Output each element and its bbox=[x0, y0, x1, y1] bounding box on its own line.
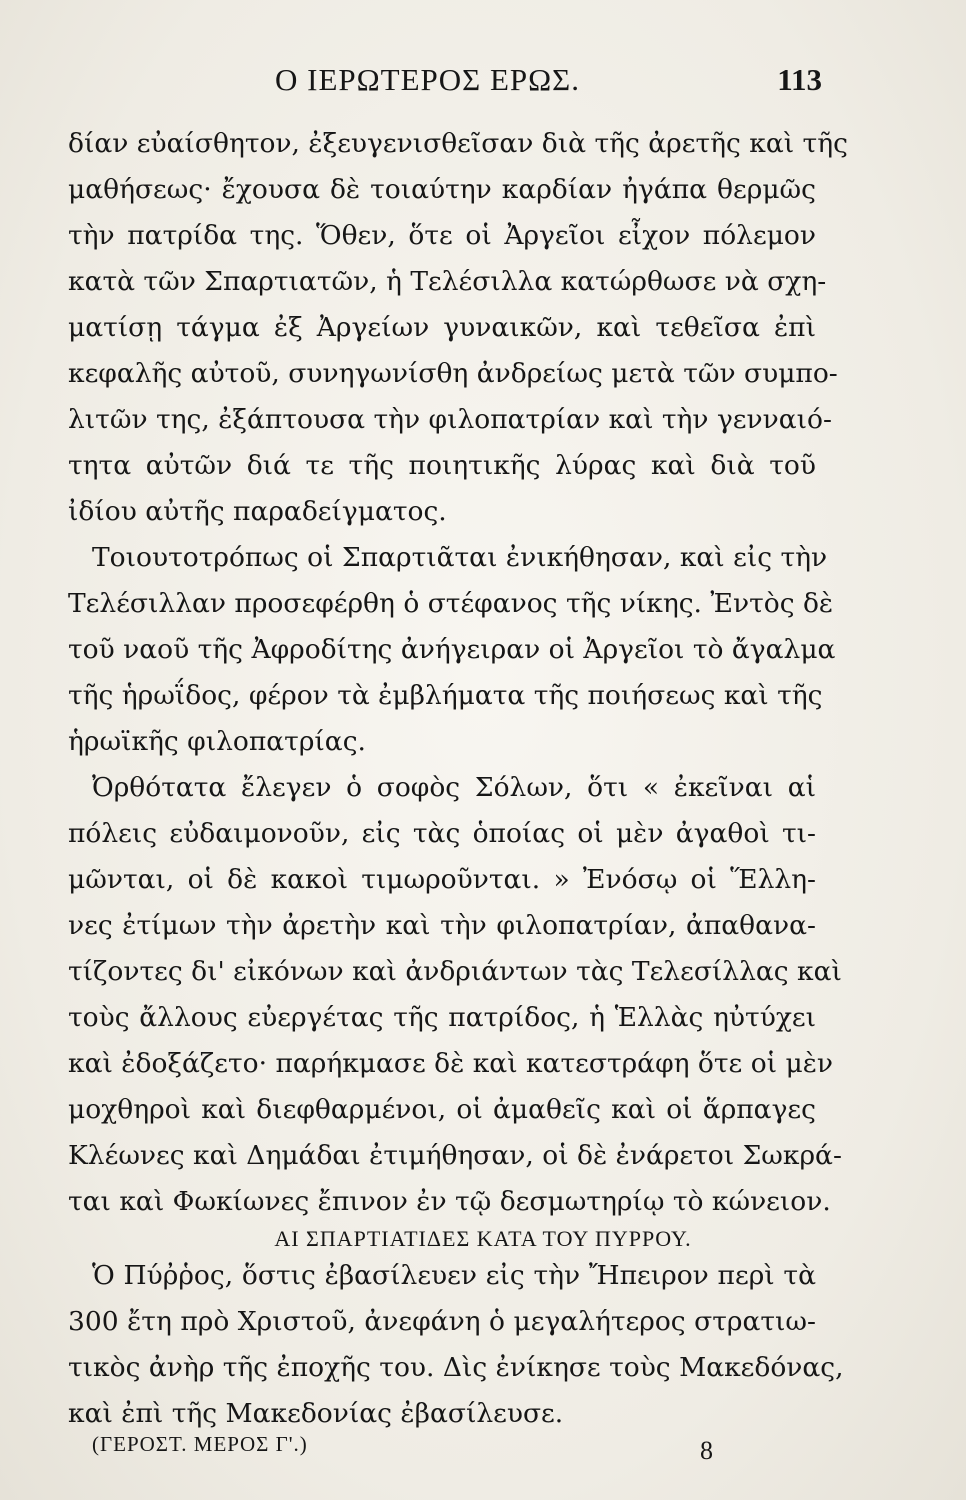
text-line: Ὁ Πύῤῥος, ὅστις ἐβασίλευεν εἰς τὴν Ἤπειρον περὶ τὰ bbox=[92, 1260, 816, 1291]
text-line: μοχθηροὶ καὶ διεφθαρμένοι, οἱ ἀμαθεῖς καὶ οἱ ἅρπαγες bbox=[68, 1094, 816, 1125]
text-line: Τοιουτοτρόπως οἱ Σπαρτιᾶται ἐνικήθησαν, καὶ εἰς τὴν bbox=[92, 542, 828, 573]
page-header bbox=[70, 62, 822, 106]
text-line: καὶ ἐπὶ τῆς Μακεδονίας ἐβασίλευσε. bbox=[68, 1398, 564, 1429]
text-line: Τελέσιλλαν προσεφέρθη ὁ στέφανος τῆς νίκης. Ἐντὸς δὲ bbox=[68, 588, 834, 619]
text-line: τικὸς ἀνὴρ τῆς ἐποχῆς του. Δὶς ἐνίκησε τοὺς Μακεδόνας, bbox=[68, 1352, 844, 1383]
text-line: μαθήσεως· ἔχουσα δὲ τοιαύτην καρδίαν ἠγάπα θερμῶς bbox=[68, 174, 816, 205]
text-line: Ὀρθότατα ἔλεγεν ὁ σοφὸς Σόλων, ὅτι « ἐκεῖναι αἱ bbox=[92, 772, 816, 803]
running-title: Ο ΙΕΡΩΤΕΡΟΣ ΕΡΩΣ. bbox=[275, 62, 580, 97]
text-line: 300 ἔτη πρὸ Χριστοῦ, ἀνεφάνη ὁ μεγαλήτερος στρατιω- bbox=[68, 1306, 816, 1337]
text-line: μῶνται, οἱ δὲ κακοὶ τιμωροῦνται. » Ἐνόσῳ οἱ Ἕλλη- bbox=[68, 864, 816, 895]
text-line: τοὺς ἄλλους εὐεργέτας τῆς πατρίδος, ἡ Ἑλλὰς ηὐτύχει bbox=[68, 1002, 816, 1033]
text-line: τίζοντες δι' εἰκόνων καὶ ἀνδριάντων τὰς Τελεσίλλας καὶ bbox=[68, 956, 842, 987]
text-line: ται καὶ Φωκίωνες ἔπινον ἐν τῷ δεσμωτηρίῳ τὸ κώνειον. bbox=[68, 1186, 831, 1217]
section-title: ΑΙ ΣΠΑΡΤΙΑΤΙΔΕΣ ΚΑΤΑ ΤΟΥ ΠΥΡΡΟΥ. bbox=[274, 1226, 692, 1251]
text-line: νες ἐτίμων τὴν ἀρετὴν καὶ τὴν φιλοπατρίαν, ἀπαθανα- bbox=[68, 910, 816, 941]
text-line: ἰδίου αὐτῆς παραδείγματος. bbox=[68, 496, 447, 527]
text-line: Κλέωνες καὶ Δημάδαι ἐτιμήθησαν, οἱ δὲ ἐνάρετοι Σωκρά- bbox=[68, 1140, 842, 1171]
text-line: ματίσῃ τάγμα ἐξ Ἀργείων γυναικῶν, καὶ τεθεῖσα ἐπὶ bbox=[68, 312, 816, 343]
text-line: δίαν εὐαίσθητον, ἐξευγενισθεῖσαν διὰ τῆς ἀρετῆς καὶ τῆς bbox=[68, 128, 848, 159]
text-line: τητα αὐτῶν διά τε τῆς ποιητικῆς λύρας καὶ διὰ τοῦ bbox=[68, 450, 816, 481]
text-line: τοῦ ναοῦ τῆς Ἀφροδίτης ἀνήγειραν οἱ Ἀργεῖοι τὸ ἄγαλμα bbox=[68, 634, 836, 665]
text-line: πόλεις εὐδαιμονοῦν, εἰς τὰς ὁποίας οἱ μὲν ἀγαθοὶ τι- bbox=[68, 818, 816, 849]
text-line: τὴν πατρίδα της. Ὅθεν, ὅτε οἱ Ἀργεῖοι εἶχον πόλεμον bbox=[68, 220, 816, 251]
text-line: κεφαλῆς αὐτοῦ, συνηγωνίσθη ἀνδρείως μετὰ τῶν συμπο- bbox=[68, 358, 838, 389]
sheet-mark: 8 bbox=[700, 1436, 713, 1465]
text-line: λιτῶν της, ἐξάπτουσα τὴν φιλοπατρίαν καὶ τὴν γενναιό- bbox=[68, 404, 832, 435]
text-line: τῆς ἡρωΐδος, φέρον τὰ ἐμβλήματα τῆς ποιήσεως καὶ τῆς bbox=[68, 680, 823, 711]
page-number: 113 bbox=[777, 62, 822, 97]
text-line: καὶ ἐδοξάζετο· παρήκμασε δὲ καὶ κατεστράφη ὅτε οἱ μὲν bbox=[68, 1048, 834, 1079]
text-line: ἡρωϊκῆς φιλοπατρίας. bbox=[68, 726, 366, 757]
text-line: κατὰ τῶν Σπαρτιατῶν, ἡ Τελέσιλλα κατώρθωσε νὰ σχη- bbox=[68, 266, 827, 297]
signature-mark: (ΓΕΡΟΣΤ. ΜΕΡΟΣ Γ'.) bbox=[92, 1432, 308, 1456]
